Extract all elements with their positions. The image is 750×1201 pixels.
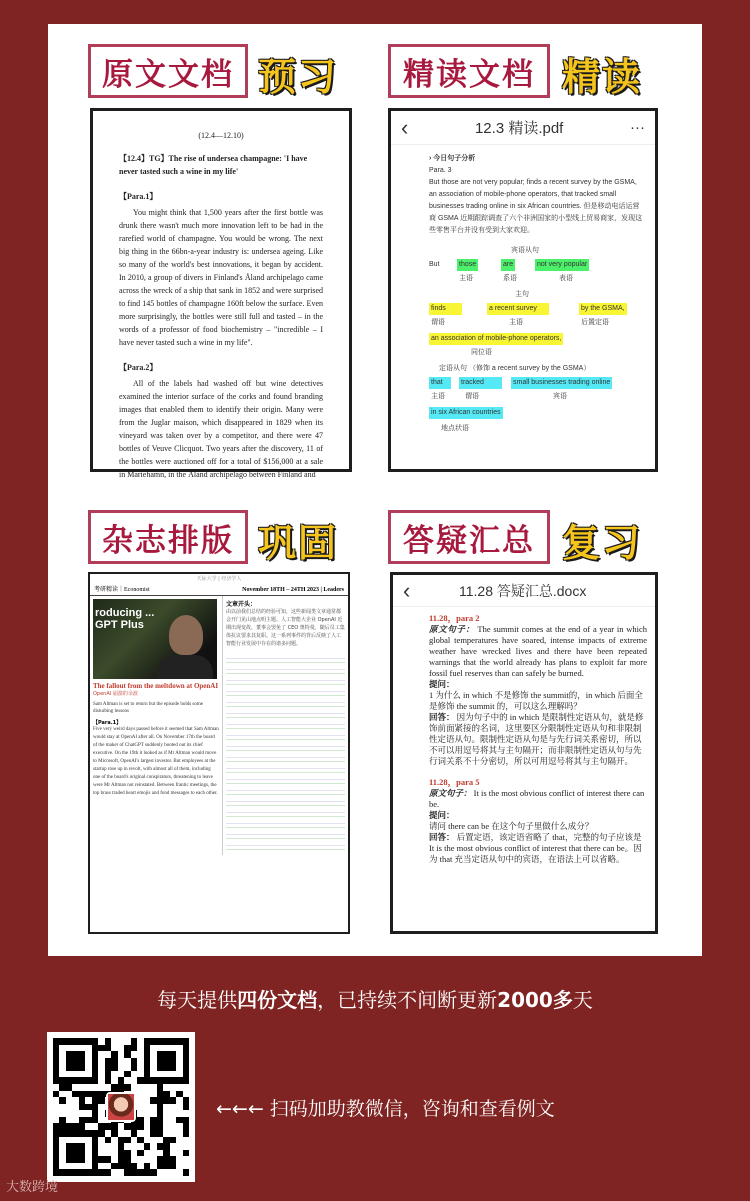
label-subject-2: 主语 [509, 319, 523, 326]
person-figure [169, 615, 203, 655]
label-relative-clause: 定语从句 （修饰 a recent survey by the GSMA） [439, 365, 591, 372]
q1-ask-text: 1 为什么 in which 不是修饰 the summit的，in which 后面全是修饰 the summit 的，可以这么理解吗？ [429, 690, 643, 711]
word-association: an association of mobile-phone operators, [429, 333, 563, 345]
qr-avatar [106, 1092, 136, 1122]
magazine-photo [93, 599, 217, 679]
word-not-very-popular: not very popular [535, 259, 589, 271]
qa-summary-document [390, 572, 658, 934]
label-subject: 主语 [459, 275, 473, 282]
qr-module [183, 1123, 189, 1130]
pdf-header-bar [391, 111, 655, 145]
more-icon[interactable]: ··· [630, 119, 645, 136]
label-main-clause: 主句 [515, 291, 529, 298]
para-label: 【Para.2】 [119, 363, 158, 372]
panel-title-original-doc: 原文文档 [88, 44, 248, 98]
q2-sentence [429, 788, 647, 810]
side-notes-text: 由以前我们总结的经验可知，这些新闻类文章通常都会开门见山地点明主题。人工智能大企业 OpenAI 近期出现变故，董事会罢免了 CEO 奥特曼，随后员工集体抗议要求其复职。这一系列事件的背后反映了人工智能行业发展中存在的诸多问题。 [226, 609, 345, 647]
para-number: Para. 3 [429, 167, 452, 174]
mag-headline-cn: OpenAI 崩溃的余波 [93, 691, 138, 697]
q1-answer-label: 回答： [429, 712, 455, 722]
panel-title-magazine-layout: 杂志排版 [88, 510, 248, 564]
scan-instruction: ←←← 扫码加助教微信，咨询和查看例文 [216, 1098, 555, 1120]
qr-module [183, 1130, 189, 1137]
paragraph-1: You might think that 1,500 years after the first bottle was drunk there wasn't much more innovation left to be had in the rarefied world of champagne. You would be wrong. The next big thing in the 66bn-a-year industry is: undersea ageing. Like so many of the world's best innovations, it began by accident. In 2010, a group of divers in Finland's Åland archipelago came across the wreck of a ship that sank in 1852 and were surprised to find 145 bottles of champagne 160ft below the surface. Even more surprisingly, the bottles were still full and tasted – in the words of a professor of food biochemistry – "incredible – I have never tasted such a wine in my life". [119, 208, 323, 347]
para-label: 【Para.1】 [119, 192, 158, 201]
label-postpositive-attr: 后置定语 [581, 319, 609, 326]
label-predicate-2: 谓语 [465, 393, 479, 400]
label-appositive: 同位语 [471, 349, 492, 356]
analysed-sentence: But those are not very popular; finds a recent survey by the GSMA, an association of mobile-phone operators, that tracked small businesses trading online in six African countries. 但是移动电话运营商 GSMA 近期跟踪调查了六个非洲国家的小型线上贸易商家，发现这些零售平台并没有受到大家欢迎。 [429, 179, 643, 234]
word-are: are [501, 259, 515, 271]
side-notes-lines [226, 652, 345, 852]
photo-caption-overlay: roducing ... GPT Plus [95, 607, 155, 631]
q2-text: It is the most obvious conflict of interest there can be. [429, 788, 645, 809]
qr-module [183, 1156, 189, 1163]
word-tracked: tracked [459, 377, 502, 389]
docx-header-bar [393, 575, 655, 607]
qr-module [183, 1097, 189, 1104]
mag-dates: November 18TH – 24TH 2023 | Leaders [242, 587, 344, 593]
q2-answer-label: 回答： [429, 832, 455, 842]
original-document-preview [90, 108, 352, 479]
q1-text: The summit comes at the end of a year in which global temperatures have soared, intense impacts of extreme weather have wrecked lives and there have been repeated warnings that the world already has plans to exploit far more fossil fuel reserves than can safely be burned. [429, 624, 648, 678]
magazine-layout-preview [88, 572, 350, 934]
word-six-african: in six African countries [429, 407, 503, 419]
q2-answer [429, 832, 647, 865]
person-shirt [157, 655, 213, 679]
docx-filename: 11.28 答疑汇总.docx [458, 582, 587, 599]
mag-para-label: 【Para.1】 [93, 720, 122, 726]
q1-date: 11.28，para 2 [429, 613, 480, 623]
label-object: 宾语 [553, 393, 567, 400]
panel-tag-preview: 预习 [258, 55, 339, 99]
promo-bold: 四份文档 [237, 988, 318, 1012]
paragraph-2: All of the labels had washed off but wine detectives examined the interior surface of the corks and found branding images that enabled them to identify their origin. Many were from the Juglar maison, which disappeared in 1829 when its vineyard was taken over by a competitor, and there were 47 bottles of Veuve Clicquot. Two years after the discovery, 11 of the bottles were auctioned off for a total of $156,000 at a sale in Mariehamn, in the Åland archipelago between Finland and [119, 379, 323, 479]
q2-answer-text: 后置定语，该定语省略了 that，完整的句子应该是 It is the most obvious conflict of interest that there can be。因为 that 充当定语从句中的宾语，在语法上可以省略。 [429, 832, 642, 864]
side-notes-title: 文章开头： [226, 601, 257, 608]
word-by-the-gsma: by the GSMA, [579, 303, 627, 315]
word-but: But [429, 261, 440, 268]
q1-label: 原文句子： [429, 624, 475, 634]
watermark: 大数跨境 [6, 1180, 59, 1195]
qr-module [183, 1150, 189, 1157]
label-predicate: 谓语 [431, 319, 445, 326]
promo-text: 天 [572, 988, 593, 1012]
q2-date: 11.28，para 5 [429, 777, 480, 787]
q1-ask-label: 提问： [429, 679, 455, 689]
qr-module [183, 1143, 189, 1150]
pdf-filename: 12.3 精读.pdf [474, 120, 564, 137]
mag-brand: 考研精读｜Economist [94, 587, 150, 593]
back-icon[interactable]: ‹ [401, 114, 409, 140]
mag-top-strip: 天际大学 | 经济学人 [196, 576, 242, 582]
promo-text: ，已持续不间断更新 [317, 988, 498, 1012]
qr-module [183, 1169, 189, 1176]
back-icon[interactable]: ‹ [403, 577, 411, 603]
mag-headline: The fallout from the meltdown at OpenAI [93, 682, 219, 690]
q1-sentence [429, 624, 647, 679]
panel-title-qa-summary: 答疑汇总 [388, 510, 550, 564]
section-title: › 今日句子分析 [429, 155, 476, 162]
mag-lead: Sam Altman is set to return but the episode holds some disturbing lessons [93, 702, 203, 714]
panel-title-intensive-doc: 精读文档 [388, 44, 550, 98]
q2-ask-label: 提问： [429, 810, 455, 820]
label-object-clause: 宾语从句 [511, 247, 539, 254]
promo-line-1 [0, 984, 750, 1013]
panel-tag-consolidate: 巩固 [258, 521, 339, 565]
label-predicative: 表语 [559, 275, 573, 282]
qr-code[interactable] [47, 1032, 195, 1182]
label-subject-3: 主语 [431, 393, 445, 400]
promo-text: 每天提供 [157, 988, 238, 1012]
panel-tag-intensive-read: 精读 [562, 55, 643, 99]
word-those: those [457, 259, 478, 271]
qr-module [183, 1137, 189, 1144]
word-finds: finds [429, 303, 462, 315]
q1-answer [429, 712, 647, 767]
qr-module [183, 1163, 189, 1170]
q1-answer-text: 因为句子中的 in which 是限制性定语从句，就是修饰前面紧接的名词，这里要区分限制性定语从句和非限制性定语从句。限制性定语从句是与先行词关系密切，所以不可以用逗号将其与主句隔开；而非限制性定语从句与先行词关系不十分密切，所以可用逗号将其与主句隔开。 [429, 712, 644, 766]
q2-label: 原文句子： [429, 788, 472, 798]
word-small-businesses: small businesses trading online [511, 377, 612, 389]
promo-number: 2000多 [497, 988, 573, 1012]
word-a-recent-survey: a recent survey [487, 303, 549, 315]
label-adverbial-place: 地点状语 [441, 425, 469, 432]
mag-body: Five very weird days passed before it seemed that Sam Altman would stay at OpenAI after all. On November 17th the board of the maker of ChatGPT suddenly booted out its chief executive. On the 19th it looked as if Mr Altman would move to Microsoft, OpenAI's largest investor. But employees at the startup rose up in revolt, with almost all of them, including one of the board's original conspirators, threatening to leave were Mr Altman not reinstated. Between frantic meetings, the top brass traded heart emojis and fond messages to each other. [93, 727, 219, 796]
label-linking-verb: 系语 [503, 275, 517, 282]
qr-module [183, 1104, 189, 1111]
doc-heading: 【12.4】TG】The rise of undersea champagne: 'I have never tasted such a wine in my life' [119, 154, 308, 176]
qr-module [183, 1110, 189, 1117]
qr-module [183, 1117, 189, 1124]
intensive-reading-pdf [388, 108, 658, 472]
q2-ask-text: 请问 there can be 在这个句子里做什么成分？ [429, 821, 594, 831]
doc-date-range: (12.4—12.10) [198, 131, 244, 140]
panel-tag-review: 复习 [562, 521, 643, 565]
word-that: that [429, 377, 451, 389]
